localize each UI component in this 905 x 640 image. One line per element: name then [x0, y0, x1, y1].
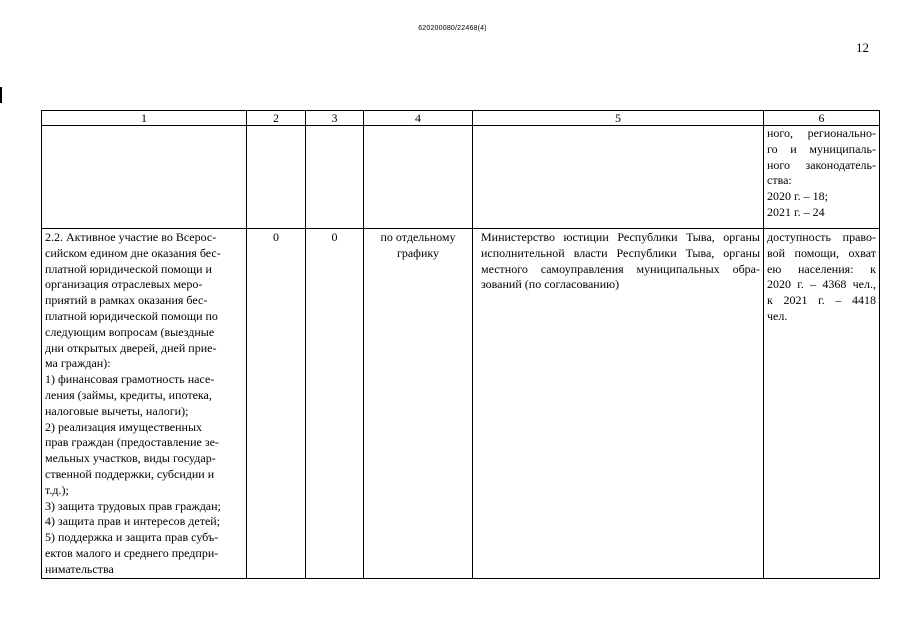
text-line: ею населения: к [767, 261, 876, 276]
text-line: налоговые вычеты, налоги); [45, 403, 189, 418]
row-2-2-responsible [473, 229, 764, 579]
continuation-col-1 [42, 126, 247, 229]
text-line: ного законодатель- [767, 157, 876, 172]
header-col-2: 2 [247, 111, 306, 126]
continuation-col-2 [247, 126, 306, 229]
text-line: 2020 г. – 18; [767, 189, 828, 204]
text-line: 2021 г. – 24 [767, 204, 825, 219]
row-2-2-result [764, 229, 880, 579]
text-line: 2) реализация имущественных [45, 419, 203, 434]
continuation-col-5 [473, 126, 764, 229]
text-line: 4) защита прав и интересов детей; [45, 514, 221, 529]
continuation-row [42, 126, 880, 229]
text-line: ма граждан): [45, 356, 111, 371]
text-line: организация отраслевых меро- [45, 277, 203, 292]
continuation-col-3 [306, 126, 364, 229]
header-col-3: 3 [306, 111, 364, 126]
text-line: 2.2. Активное участие во Всерос- [45, 230, 217, 244]
text-line: ления (займы, кредиты, ипотека, [45, 387, 212, 402]
text-line: ного, регионально- [767, 126, 876, 140]
row-2-2-schedule [364, 229, 473, 579]
document-id: 620200080/22468(4) [418, 25, 487, 32]
text-line: приятий в рамках оказания бес- [45, 293, 208, 308]
text-line: по отдельному [380, 230, 456, 244]
row-2-2-activity [42, 229, 247, 579]
header-col-6: 6 [764, 111, 880, 126]
text-line: 3) защита трудовых прав граждан; [45, 498, 221, 513]
text-line: 1) финансовая грамотность насе- [45, 372, 215, 387]
text-line: следующим вопросам (выездные [45, 324, 215, 339]
text-line: графику [396, 245, 440, 260]
text-line: платной юридической помощи по [45, 308, 218, 323]
header-col-5: 5 [473, 111, 764, 126]
text-line: платной юридической помощи и [45, 261, 212, 276]
text-line: дни открытых дверей, дней прие- [45, 340, 217, 355]
text-line: вой помощи, охват [767, 245, 876, 260]
page-number: 12 [856, 40, 869, 55]
text-line: 2020 г. – 4368 чел., [767, 277, 876, 292]
row-2-2 [42, 229, 880, 579]
text-line: к 2021 г. – 4418 [767, 293, 876, 308]
text-line: мельных участков, виды государ- [45, 451, 216, 466]
text-line: зований (по согласованию) [481, 277, 620, 292]
text-line: 5) поддержка и защита прав субъ- [45, 530, 219, 545]
continuation-col-4 [364, 126, 473, 229]
text-line: местного самоуправления муниципальных обра- [481, 261, 760, 276]
scan-edge-mark [0, 87, 2, 103]
text-line: доступность право- [767, 230, 876, 244]
text-line: исполнительной власти Республики Тыва, органы [481, 245, 760, 260]
text-line: ства: [767, 173, 792, 188]
text-line: прав граждан (предоставление зе- [45, 435, 219, 450]
continuation-col-6 [764, 126, 880, 229]
plan-table [41, 110, 880, 579]
text-line: го и муниципаль- [767, 141, 876, 156]
text-line: сийском едином дне оказания бес- [45, 245, 221, 260]
table-header-row [42, 111, 880, 126]
header-col-1: 1 [42, 111, 247, 126]
text-line: чел. [767, 308, 788, 323]
row-2-2-col-2-value: 0 [247, 229, 306, 579]
text-line: Министерство юстиции Республики Тыва, органы [481, 230, 760, 244]
text-line: ственной поддержки, субсидии и [45, 466, 215, 481]
text-line: нимательства [45, 561, 114, 576]
header-col-4: 4 [364, 111, 473, 126]
text-line: ектов малого и среднего предпри- [45, 545, 219, 560]
text-line: т.д.); [45, 482, 69, 497]
row-2-2-col-3-value: 0 [306, 229, 364, 579]
